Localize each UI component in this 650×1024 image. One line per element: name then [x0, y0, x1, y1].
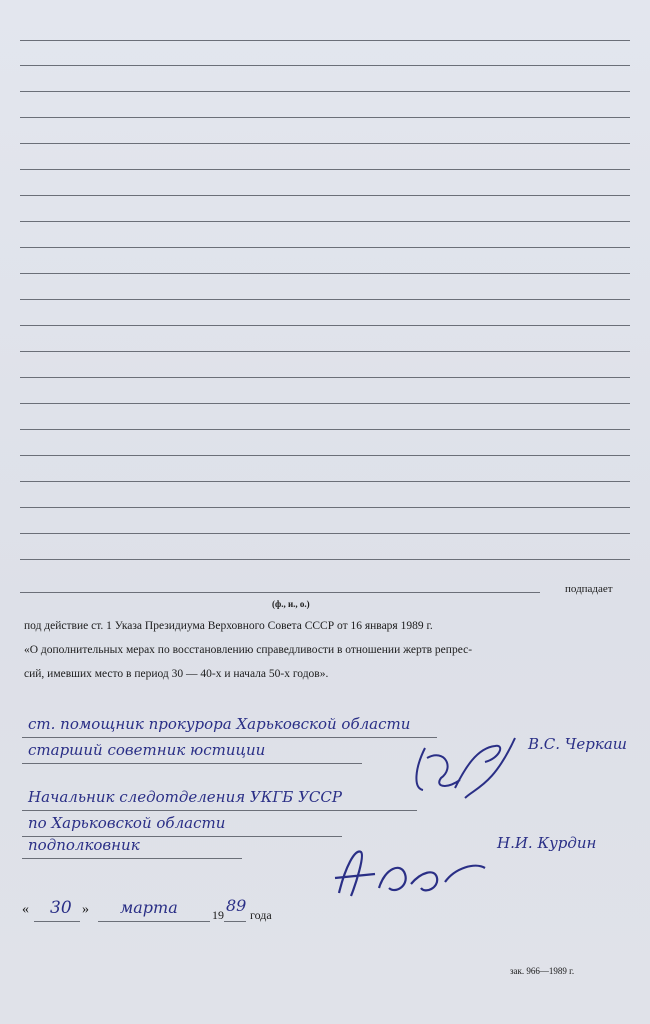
line-rule [22, 763, 362, 764]
line-rule [20, 455, 630, 456]
line-rule [20, 481, 630, 482]
podpadaet-text: подпадает [565, 583, 613, 595]
name-line [20, 592, 540, 593]
line-rule [20, 403, 630, 404]
prosecutor-title-2: старший советник юстиции [28, 741, 266, 759]
line-rule [20, 117, 630, 118]
line-rule [20, 40, 630, 41]
line-rule [20, 143, 630, 144]
fio-caption: (ф., и., о.) [272, 599, 310, 609]
line-rule [20, 325, 630, 326]
prosecutor-signature [405, 728, 525, 808]
day-quote-open: « [22, 902, 29, 917]
kgb-title-1: Начальник следотделения УКГБ УССР [28, 788, 342, 806]
prosecutor-name: В.С. Черкаш [528, 735, 627, 753]
day-quote-close: » [82, 902, 89, 917]
line-rule [22, 858, 242, 859]
decree-line-1: под действие ст. 1 Указа Президиума Верховного Совета СССР от 16 января 1989 г. [24, 620, 433, 632]
line-rule [20, 429, 630, 430]
line-rule [22, 810, 417, 811]
line-rule [20, 65, 630, 66]
line-rule [20, 533, 630, 534]
decree-line-3: сий, имевших место в период 30 — 40-х и начала 50-х годов». [24, 668, 329, 680]
date-day: 30 [50, 898, 72, 918]
day-line [34, 921, 80, 922]
prosecutor-title-1: ст. помощник прокурора Харьковской области [28, 715, 411, 733]
line-rule [20, 559, 630, 560]
line-rule [22, 737, 437, 738]
year-line [224, 921, 246, 922]
line-rule [20, 221, 630, 222]
decree-line-2: «О дополнительных мерах по восстановлению справедливости в отношении жертв репрес- [24, 644, 473, 656]
line-rule [20, 299, 630, 300]
god-label: года [250, 908, 272, 922]
kgb-name: Н.И. Курдин [497, 834, 597, 852]
date-month: марта [120, 898, 178, 917]
date-year: 89 [226, 896, 247, 915]
line-rule [20, 195, 630, 196]
line-rule [20, 377, 630, 378]
line-rule [20, 273, 630, 274]
kgb-signature [325, 838, 495, 908]
line-rule [20, 169, 630, 170]
kgb-title-2: по Харьковской области [28, 814, 226, 832]
kgb-title-3: подполковник [28, 836, 140, 854]
order-number: зак. 966—1989 г. [510, 966, 575, 976]
line-rule [20, 507, 630, 508]
year-prefix: 19 [212, 908, 224, 922]
line-rule [20, 351, 630, 352]
line-rule [20, 91, 630, 92]
line-rule [20, 247, 630, 248]
month-line [98, 921, 210, 922]
